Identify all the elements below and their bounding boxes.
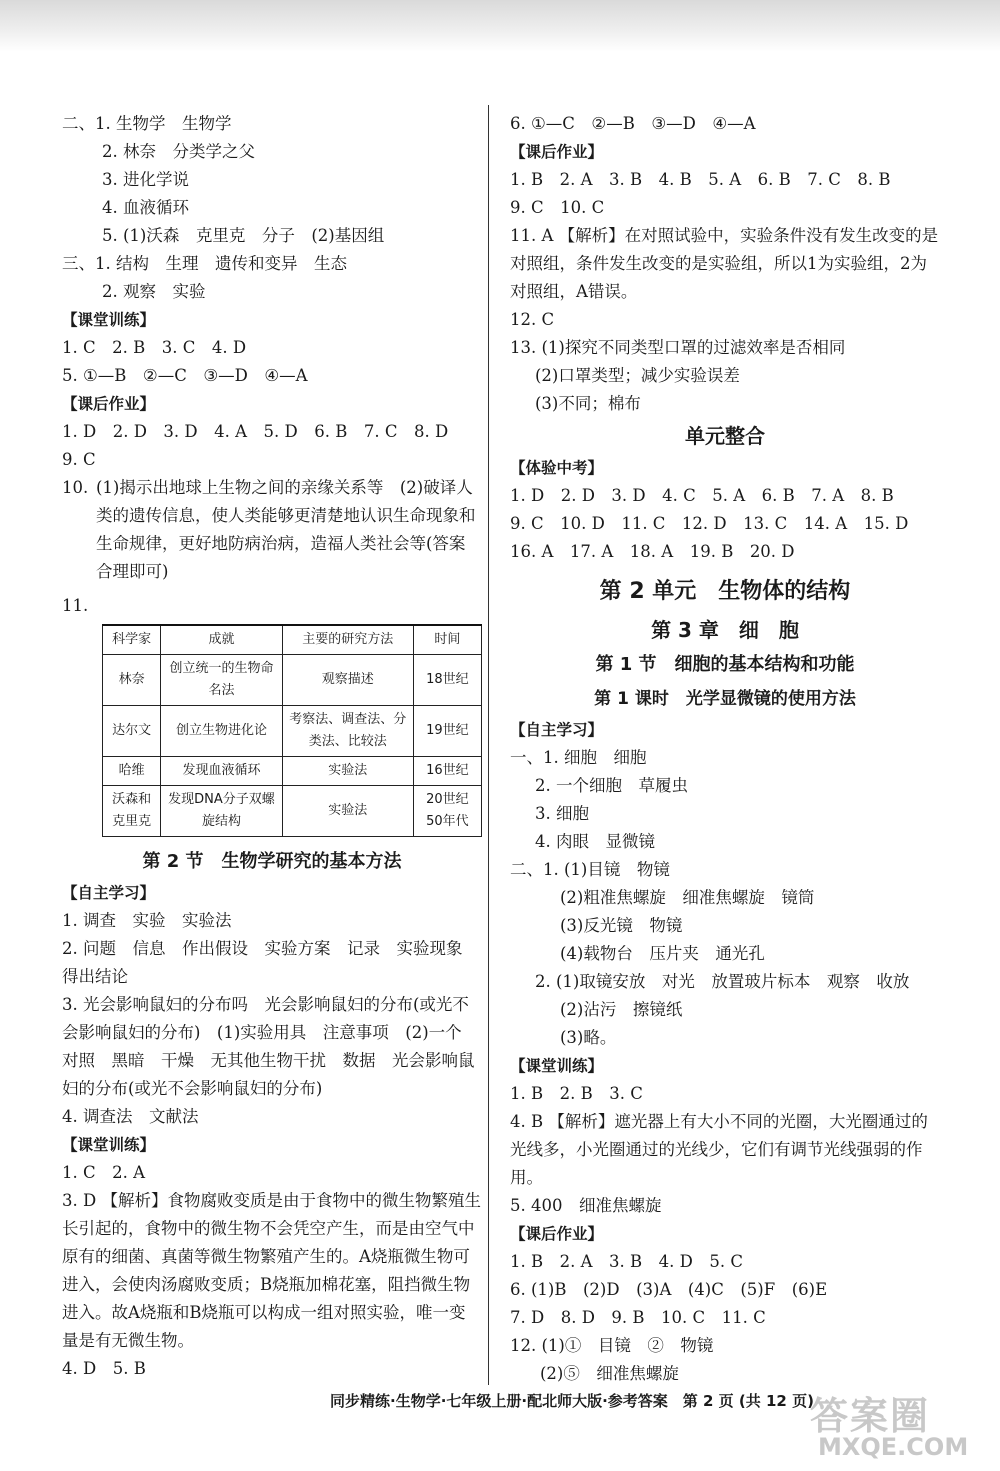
table-row bbox=[103, 706, 482, 757]
answer-line: 1. B 2. A 3. B 4. D 5. C bbox=[510, 1252, 743, 1271]
answer-line: 11. A 【解析】在对照试验中，实验条件没有发生改变的是对照组，条件发生改变的是实验组，所以1为实验组，2为对照组，A错误。 bbox=[510, 226, 939, 301]
table-cell: 考察法、调查法、分类法、比较法 bbox=[282, 706, 413, 757]
answer-line: (3)不同；棉布 bbox=[535, 394, 641, 413]
answer-line: (2)粗准焦螺旋 细准焦螺旋 镜筒 bbox=[560, 888, 815, 907]
answer-text: (1)揭示出地球上生物之间的亲缘关系等 (2)破译人类的遗传信息，使人类能够更清楚地认识生命现象和生命规律，更好地防病治病，造福人类社会等(答案合理即可) bbox=[96, 478, 476, 581]
question-number: 10. bbox=[62, 478, 89, 497]
answer-line: 5. 400 细准焦螺旋 bbox=[510, 1196, 662, 1215]
table-row bbox=[103, 655, 482, 706]
table-cell: 创立生物进化论 bbox=[161, 706, 282, 757]
answer-line: 4. D 5. B bbox=[62, 1359, 146, 1378]
answer-line: 3. 细胞 bbox=[535, 804, 589, 823]
table-cell: 19世纪 bbox=[413, 706, 481, 757]
section-heading: 【课后作业】 bbox=[62, 395, 156, 413]
section-heading: 【体验中考】 bbox=[510, 459, 604, 477]
answer-line: 4. 血液循环 bbox=[102, 198, 189, 217]
answer-line: 1. C 2. A bbox=[62, 1163, 146, 1182]
answer-line: 5. (1)沃森 克里克 分子 (2)基因组 bbox=[102, 226, 385, 245]
answer-line: 12. C bbox=[510, 310, 555, 329]
scientist-table bbox=[102, 624, 482, 837]
answer-line: 一、1. 细胞 细胞 bbox=[510, 748, 647, 767]
answer-line: 13. (1)探究不同类型口罩的过滤效率是否相同 bbox=[510, 338, 846, 357]
table-header: 时间 bbox=[413, 625, 481, 655]
answer-line: (2)沾污 擦镜纸 bbox=[560, 1000, 683, 1019]
section-heading: 【自主学习】 bbox=[62, 884, 156, 902]
answer-line: 7. D 8. D 9. B 10. C 11. C bbox=[510, 1308, 766, 1327]
answer-line: 1. 调查 实验 实验法 bbox=[62, 911, 232, 930]
section-heading: 【课堂训练】 bbox=[510, 1057, 604, 1075]
answer-line: 1. C 2. B 3. C 4. D bbox=[62, 338, 247, 357]
answer-line: 5. ①—B ②—C ③—D ④—A bbox=[62, 366, 308, 385]
section-heading: 【课堂训练】 bbox=[62, 311, 156, 329]
section-title: 第 2 节 生物学研究的基本方法 bbox=[142, 851, 402, 872]
table-cell: 18世纪 bbox=[413, 655, 481, 706]
table-cell: 林奈 bbox=[103, 655, 161, 706]
unit-summary-title: 单元整合 bbox=[685, 424, 765, 448]
answer-line: 1. D 2. D 3. D 4. A 5. D 6. B 7. C 8. D bbox=[62, 422, 449, 441]
answer-line: (3)反光镜 物镜 bbox=[560, 916, 683, 935]
table-cell: 沃森和克里克 bbox=[103, 786, 161, 837]
answer-line: 16. A 17. A 18. A 19. B 20. D bbox=[510, 542, 795, 561]
section-title: 第 1 节 细胞的基本结构和功能 bbox=[595, 654, 855, 675]
table-cell: 哈维 bbox=[103, 757, 161, 786]
table-cell: 创立统一的生物命名法 bbox=[161, 655, 282, 706]
answer-line: 3. 光会影响鼠妇的分布吗 光会影响鼠妇的分布(或光不会影响鼠妇的分布) (1)实验用具 注意事项 (2)一个 对照 黑暗 干燥 无其他生物干扰 数据 光会影响鼠妇的分布(或光不会影响鼠妇的分布) bbox=[62, 995, 479, 1098]
watermark-bottom: MXQE.COM bbox=[818, 1433, 969, 1461]
answer-line: 2. (1)取镜安放 对光 放置玻片标本 观察 收放 bbox=[535, 972, 910, 991]
answer-line: 12. (1)① 目镜 ② 物镜 bbox=[510, 1336, 714, 1355]
answer-line: 2. 林奈 分类学之父 bbox=[102, 142, 255, 161]
table-row bbox=[103, 757, 482, 786]
answer-line: 1. B 2. A 3. B 4. B 5. A 6. B 7. C 8. B bbox=[510, 170, 891, 189]
answer-line: 3. D 【解析】食物腐败变质是由于食物中的微生物繁殖生长引起的，食物中的微生物不会凭空产生，而是由空气中原有的细菌、真菌等微生物繁殖产生的。A烧瓶微生物可进入，会使肉汤腐败变质；B烧瓶加棉花塞，阻挡微生物进入。故A烧瓶和B烧瓶可以构成一组对照实验，唯一变量是有无微生物。 bbox=[62, 1191, 481, 1350]
watermark-top: 答案圈 bbox=[810, 1394, 931, 1438]
table-cell: 发现DNA分子双螺旋结构 bbox=[161, 786, 282, 837]
chapter-title: 第 3 章 细 胞 bbox=[651, 618, 799, 642]
answer-line: 2. 问题 信息 作出假设 实验方案 记录 实验现象 得出结论 bbox=[62, 939, 479, 986]
answer-line: 9. C 10. C bbox=[510, 198, 605, 217]
answer-line: 9. C 10. D 11. C 12. D 13. C 14. A 15. D bbox=[510, 514, 909, 533]
table-cell: 16世纪 bbox=[413, 757, 481, 786]
answer-line: 3. 进化学说 bbox=[102, 170, 189, 189]
unit-title: 第 2 单元 生物体的结构 bbox=[599, 579, 851, 604]
table-cell: 实验法 bbox=[282, 757, 413, 786]
table-cell: 观察描述 bbox=[282, 655, 413, 706]
scan-top-band bbox=[0, 0, 1000, 52]
answer-line: 2. 观察 实验 bbox=[102, 282, 206, 301]
answer-line: 2. 一个细胞 草履虫 bbox=[535, 776, 688, 795]
answer-line: 二、1. 生物学 生物学 bbox=[62, 114, 232, 133]
answer-line: 6. (1)B (2)D (3)A (4)C (5)F (6)E bbox=[510, 1280, 828, 1299]
answer-line: (4)载物台 压片夹 通光孔 bbox=[560, 944, 765, 963]
answer-line: (2)口罩类型；减少实验误差 bbox=[535, 366, 740, 385]
table-header: 成就 bbox=[161, 625, 282, 655]
section-heading: 【课后作业】 bbox=[510, 1225, 604, 1243]
answer-line: 三、1. 结构 生理 遗传和变异 生态 bbox=[62, 254, 347, 273]
answer-line: 4. 调查法 文献法 bbox=[62, 1107, 199, 1126]
table-cell: 实验法 bbox=[282, 786, 413, 837]
answer-line: (2)⑤ 细准焦螺旋 bbox=[540, 1364, 679, 1383]
table-header: 主要的研究方法 bbox=[282, 625, 413, 655]
section-heading: 【课堂训练】 bbox=[62, 1136, 156, 1154]
section-heading: 【自主学习】 bbox=[510, 721, 604, 739]
table-header-row bbox=[103, 625, 482, 655]
column-divider bbox=[488, 105, 489, 1385]
answer-line: 1. D 2. D 3. D 4. C 5. A 6. B 7. A 8. B bbox=[510, 486, 894, 505]
page-footer: 同步精练·生物学·七年级上册·配北师大版·参考答案 第 2 页 (共 12 页) bbox=[330, 1392, 814, 1410]
answer-line: 9. C bbox=[62, 450, 96, 469]
answer-line: 二、1. (1)目镜 物镜 bbox=[510, 860, 670, 879]
watermark-logo bbox=[810, 1385, 985, 1465]
answer-10 bbox=[62, 474, 482, 586]
table-row bbox=[103, 786, 482, 837]
section-heading: 【课后作业】 bbox=[510, 143, 604, 161]
answer-line: 4. 肉眼 显微镜 bbox=[535, 832, 655, 851]
table-cell: 20世纪50年代 bbox=[413, 786, 481, 837]
table-cell: 达尔文 bbox=[103, 706, 161, 757]
answer-line: 4. B 【解析】遮光器上有大小不同的光圈，大光圈通过的光线多，小光圈通过的光线少，它们有调节光线强弱的作用。 bbox=[510, 1112, 928, 1187]
table-cell: 发现血液循环 bbox=[161, 757, 282, 786]
lesson-title: 第 1 课时 光学显微镜的使用方法 bbox=[594, 689, 856, 709]
table-header: 科学家 bbox=[103, 625, 161, 655]
question-number: 11. bbox=[62, 596, 89, 615]
answer-line: (3)略。 bbox=[560, 1028, 617, 1047]
left-column bbox=[62, 110, 482, 1383]
answer-line: 6. ①—C ②—B ③—D ④—A bbox=[510, 114, 756, 133]
right-column bbox=[510, 110, 940, 1388]
answer-line: 1. B 2. B 3. C bbox=[510, 1084, 643, 1103]
